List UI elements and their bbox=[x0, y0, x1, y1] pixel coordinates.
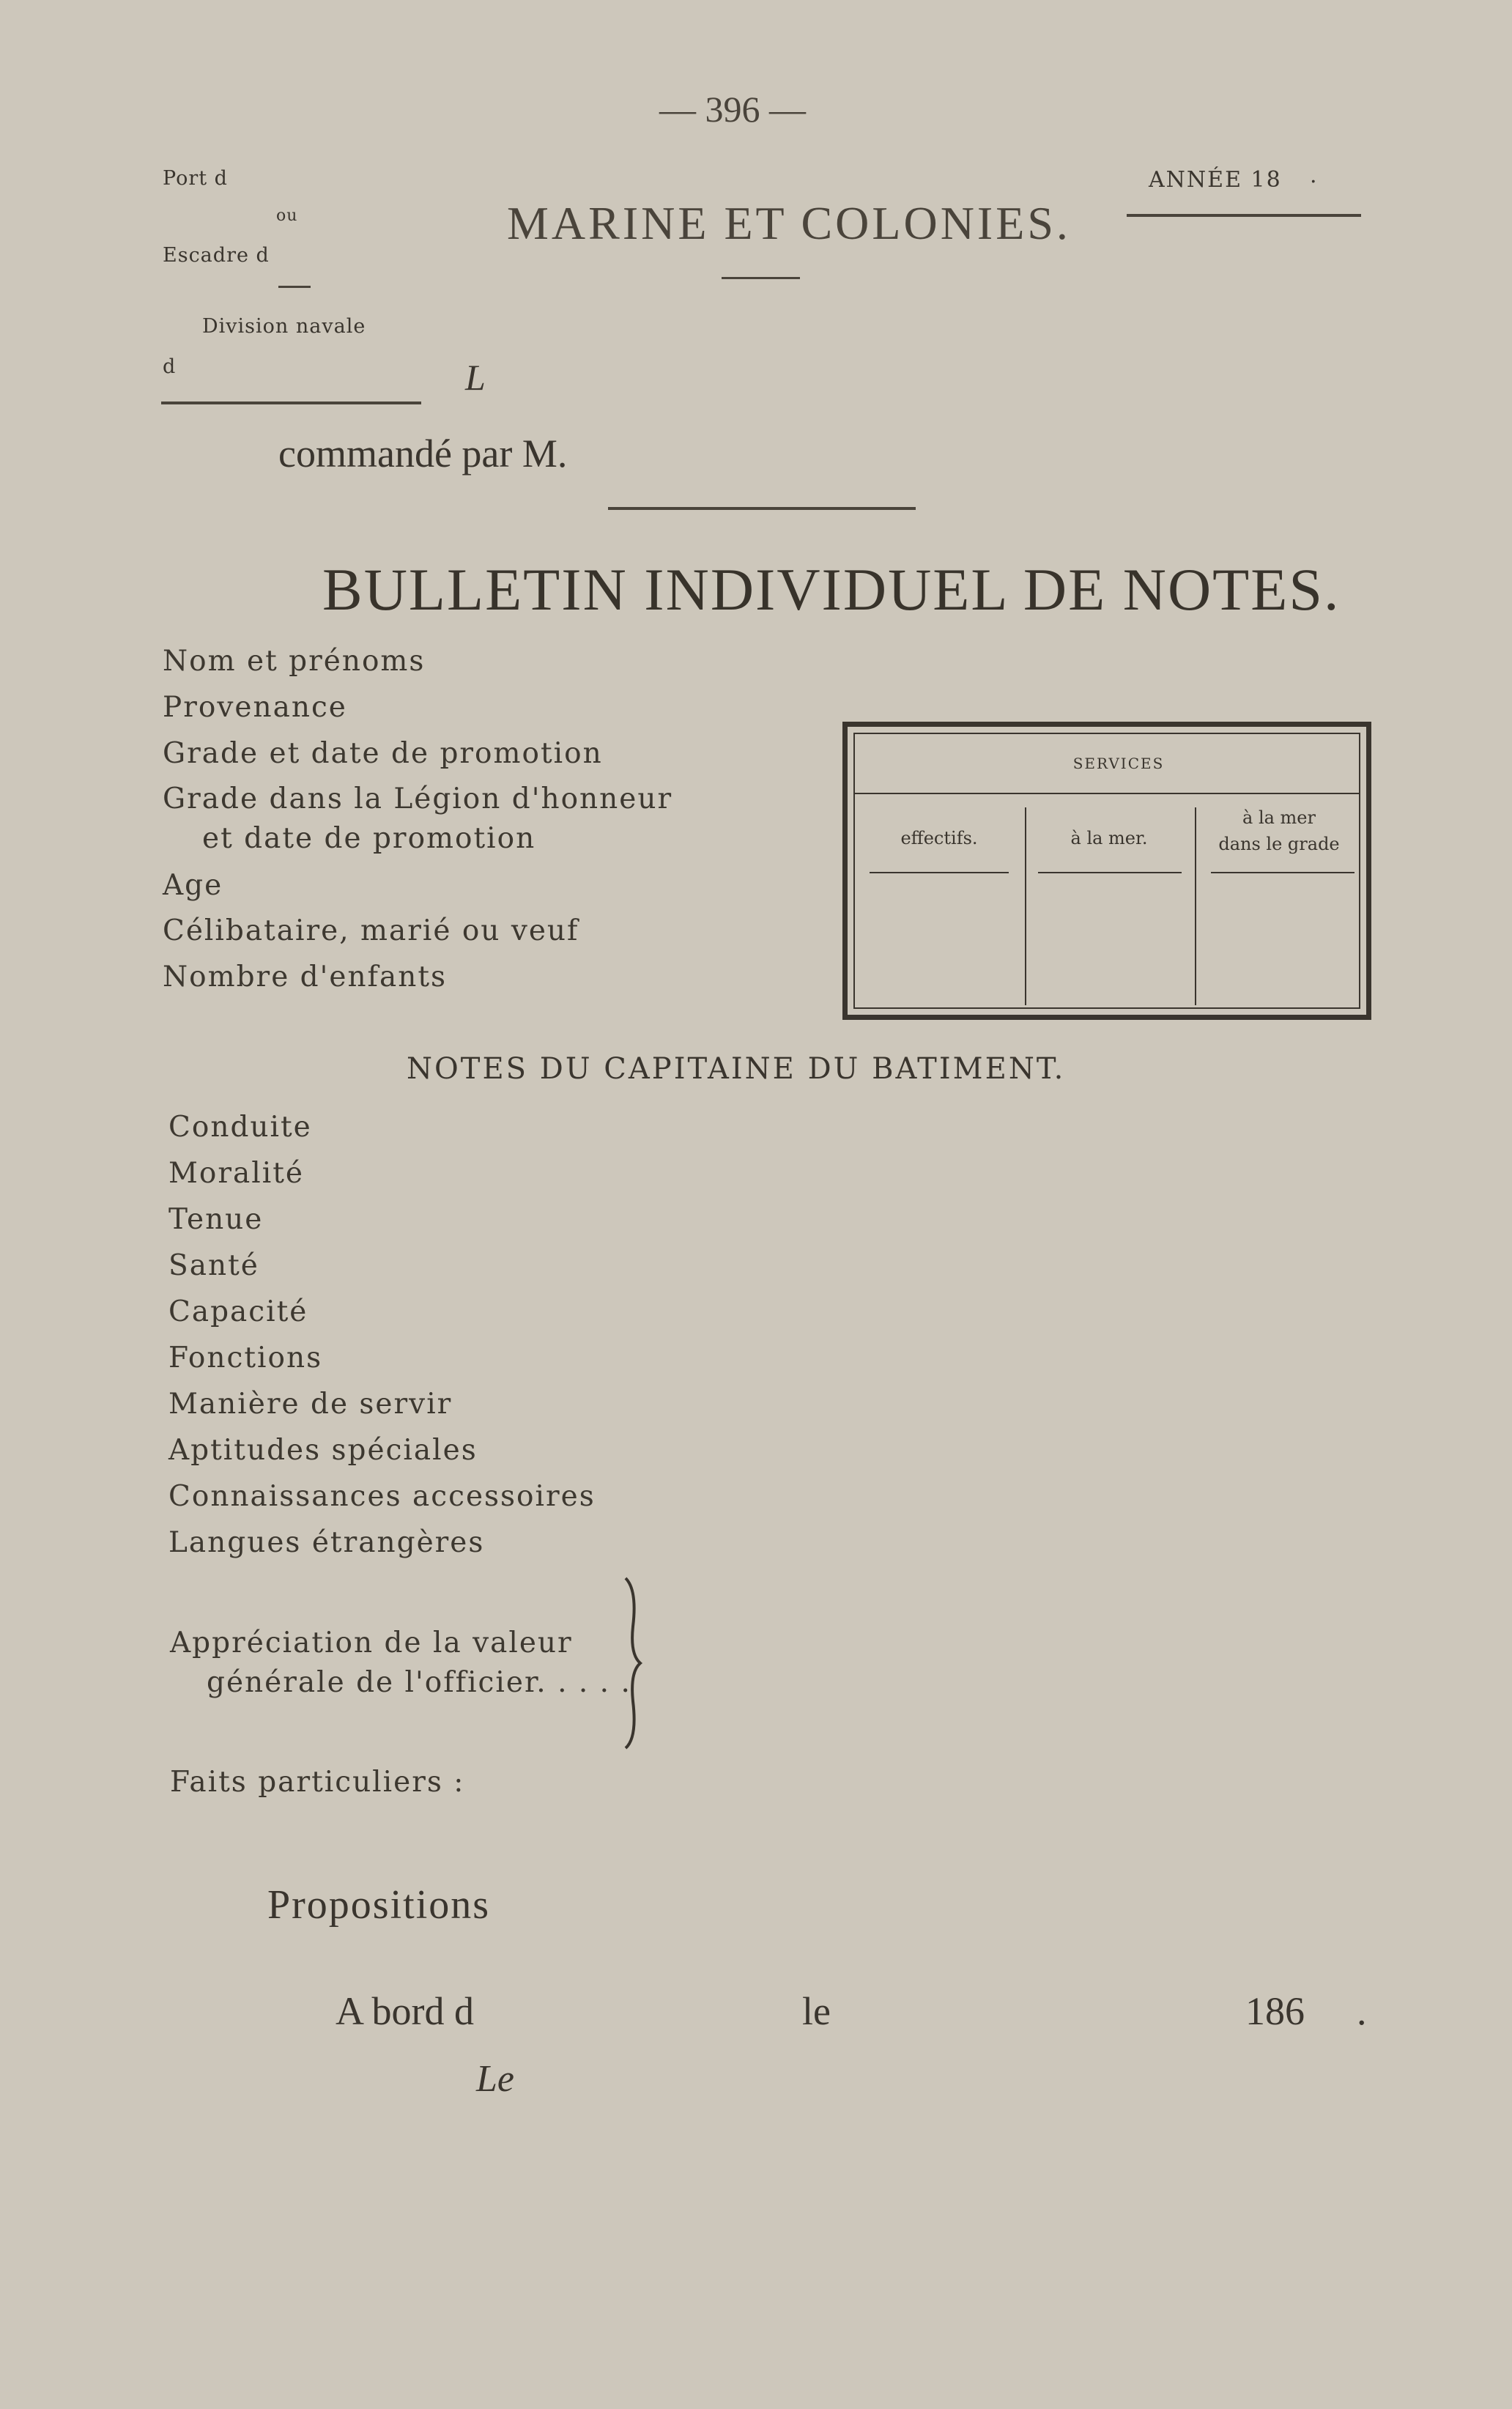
signature-prefix: Le bbox=[476, 2058, 514, 2100]
col-rule-1 bbox=[870, 872, 1009, 873]
note-capacite: Capacité bbox=[168, 1295, 308, 1328]
field-enfants: Nombre d'enfants bbox=[163, 961, 448, 993]
note-langues: Langues étrangères bbox=[168, 1526, 485, 1559]
propositions-label: Propositions bbox=[267, 1882, 491, 1928]
note-fonctions: Fonctions bbox=[168, 1342, 323, 1374]
notes-title: NOTES DU CAPITAINE DU BATIMENT. bbox=[407, 1052, 1066, 1086]
page-number: — 396 — bbox=[659, 89, 806, 130]
division-underline bbox=[161, 402, 421, 404]
col-effectifs: effectifs. bbox=[900, 828, 978, 848]
services-table bbox=[842, 722, 1371, 1020]
note-conduite: Conduite bbox=[168, 1111, 312, 1144]
services-header: SERVICES bbox=[1072, 755, 1165, 772]
field-etat-civil: Célibataire, marié ou veuf bbox=[163, 914, 579, 947]
commande-label: commandé par M. bbox=[278, 432, 568, 475]
field-provenance: Provenance bbox=[163, 691, 347, 724]
annee-underline bbox=[1127, 214, 1361, 217]
col-divider-2 bbox=[1195, 807, 1196, 1005]
title-underline bbox=[722, 277, 800, 279]
col-a-la-mer-grade-2: dans le grade bbox=[1218, 834, 1340, 854]
services-table-inner bbox=[853, 733, 1360, 1009]
appreciation-brace bbox=[623, 1575, 645, 1751]
services-header-rule bbox=[855, 793, 1359, 794]
division-d-label: d bbox=[163, 355, 177, 378]
field-grade: Grade et date de promotion bbox=[163, 737, 603, 770]
bulletin-title: BULLETIN INDIVIDUEL DE NOTES. bbox=[322, 556, 1341, 623]
appreciation-line-2: générale de l'officier. . . . . bbox=[207, 1666, 631, 1699]
field-age: Age bbox=[163, 869, 223, 902]
le-label: le bbox=[802, 1989, 831, 2033]
appreciation-line-1: Appréciation de la valeur bbox=[170, 1627, 573, 1659]
ou-label: ou bbox=[276, 207, 298, 225]
field-nom: Nom et prénoms bbox=[163, 645, 426, 678]
note-connaissances: Connaissances accessoires bbox=[168, 1480, 596, 1513]
faits-particuliers: Faits particuliers : bbox=[170, 1766, 465, 1799]
col-divider-1 bbox=[1025, 807, 1026, 1005]
col-rule-2 bbox=[1038, 872, 1182, 873]
year-label: 186 bbox=[1245, 1989, 1305, 2033]
note-moralite: Moralité bbox=[168, 1157, 305, 1190]
annee-label: ANNÉE 18 bbox=[1149, 167, 1282, 193]
year-dot: . bbox=[1357, 1989, 1367, 2033]
commande-rule bbox=[608, 507, 916, 510]
header-title: MARINE ET COLONIES. bbox=[507, 197, 1071, 249]
annee-dot: . bbox=[1310, 163, 1317, 188]
note-tenue: Tenue bbox=[168, 1203, 264, 1236]
division-label: Division navale bbox=[202, 315, 366, 338]
vessel-prefix: L bbox=[465, 357, 486, 398]
col-a-la-mer: à la mer. bbox=[1070, 828, 1148, 848]
escadre-label: Escadre d bbox=[163, 244, 270, 267]
note-maniere: Manière de servir bbox=[168, 1388, 453, 1421]
note-aptitudes: Aptitudes spéciales bbox=[168, 1434, 478, 1467]
port-label: Port d bbox=[163, 167, 228, 190]
a-bord-label: A bord d bbox=[336, 1989, 474, 2033]
note-sante: Santé bbox=[168, 1249, 259, 1282]
col-rule-3 bbox=[1211, 872, 1354, 873]
col-a-la-mer-grade-1: à la mer bbox=[1242, 807, 1316, 828]
field-legion-date: et date de promotion bbox=[202, 822, 536, 855]
header-dash bbox=[278, 286, 311, 288]
field-legion: Grade dans la Légion d'honneur bbox=[163, 782, 673, 815]
